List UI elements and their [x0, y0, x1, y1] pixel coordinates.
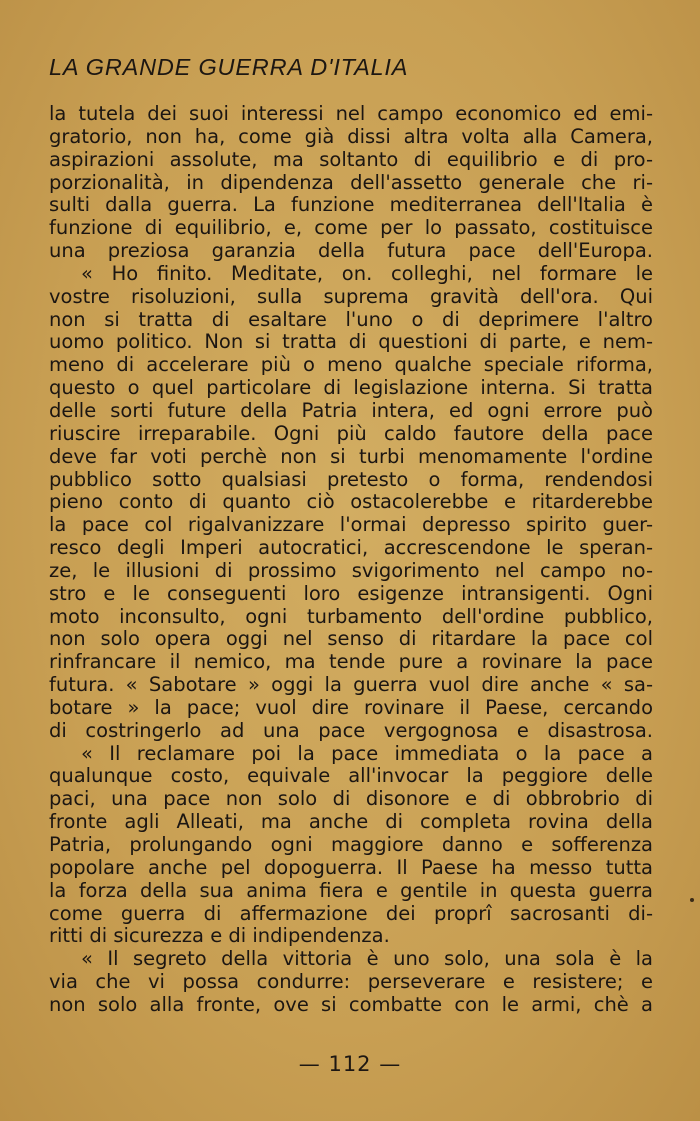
text-line: popolare anche pel dopoguerra. Il Paese ha messo tutta [49, 855, 653, 879]
text-line: pieno conto di quanto ciò ostacolerebbe e ritarderebbe [49, 490, 653, 514]
paragraph-first-line: « Il reclamare poi la pace immediata o la pace a [81, 741, 653, 765]
text-line: gratorio, non ha, come già dissi altra volta alla Camera, [49, 124, 653, 148]
text-line: delle sorti future della Patria intera, ed ogni errore può [49, 398, 653, 422]
text-line: fronte agli Alleati, ma anche di completa rovina della [49, 810, 653, 834]
running-head: LA GRANDE GUERRA D'ITALIA [49, 54, 409, 80]
text-line: pubblico sotto qualsiasi pretesto o forma, rendendosi [49, 467, 653, 491]
page-number: — 112 — [298, 1052, 402, 1076]
text-line: moto inconsulto, ogni turbamento dell'ordine pubblico, [49, 604, 653, 628]
text-line: Patria, prolungando ogni maggiore danno e sofferenza [49, 833, 653, 856]
text-line: non solo opera oggi nel senso di ritardare la pace col [49, 627, 653, 651]
text-line: di costringerlo ad una pace vergognosa e disastrosa. [49, 718, 653, 742]
text-line: qualunque costo, equivale all'invocar la peggiore delle [49, 764, 653, 788]
text-line: vostre risoluzioni, sulla suprema gravità dell'ora. Qui [49, 284, 653, 308]
body-text [49, 103, 653, 1017]
text-line: riuscire irreparabile. Ogni più caldo fautore della pace [49, 421, 653, 445]
text-line: uomo politico. Non si tratta di questioni di parte, e nem- [49, 330, 653, 354]
paragraph-last-line: ritti di sicurezza e di indipendenza. [49, 924, 390, 948]
text-line: botare » la pace; vuol dire rovinare il Paese, cercando [49, 695, 653, 719]
paragraph-first-line: « Ho finito. Meditate, on. colleghi, nel formare le [81, 261, 653, 285]
text-line: stro e le conseguenti loro esigenze intransigenti. Ogni [49, 581, 653, 605]
text-line: resco degli Imperi autocratici, accrescendone le speran- [49, 536, 653, 560]
text-line: funzione di equilibrio, e, come per lo passato, costituisce [49, 216, 653, 240]
text-line: via che vi possa condurre: perseverare e resistere; e [49, 970, 653, 994]
text-line: paci, una pace non solo di disonore e di obbrobrio di [49, 787, 653, 811]
text-line: ze, le illusioni di prossimo svigorimento nel campo no- [49, 558, 653, 582]
text-line: la forza della sua anima fiera e gentile in questa guerra [49, 878, 653, 902]
paragraph-first-line: « Il segreto della vittoria è uno solo, una sola è la [81, 947, 653, 971]
paper-speck [690, 898, 694, 902]
text-line: questo o quel particolare di legislazione interna. Si tratta [49, 376, 653, 400]
text-line: come guerra di affermazione dei proprî sacrosanti di- [49, 901, 653, 925]
text-line: porzionalità, in dipendenza dell'assetto generale che ri- [49, 170, 653, 194]
text-line: meno di accelerare più o meno qualche speciale riforma, [49, 353, 653, 377]
text-line: la tutela dei suoi interessi nel campo economico ed emi- [49, 102, 653, 125]
text-line: deve far voti perchè non si turbi menomamente l'ordine [49, 444, 653, 468]
text-line: sulti dalla guerra. La funzione mediterranea dell'Italia è [49, 193, 653, 217]
text-line: non si tratta di esaltare l'uno o di deprimere l'altro [49, 307, 653, 331]
text-line: rinfrancare il nemico, ma tende pure a rovinare la pace [49, 650, 653, 674]
text-line: una preziosa garanzia della futura pace dell'Europa. [49, 239, 653, 263]
text-line: la pace col rigalvanizzare l'ormai depresso spirito guer- [49, 513, 653, 537]
text-line: aspirazioni assolute, ma soltanto di equilibrio e di pro- [49, 147, 653, 171]
text-line: non solo alla fronte, ove si combatte con le armi, chè a [49, 992, 653, 1016]
text-line: futura. « Sabotare » oggi la guerra vuol dire anche « sa- [49, 673, 653, 697]
